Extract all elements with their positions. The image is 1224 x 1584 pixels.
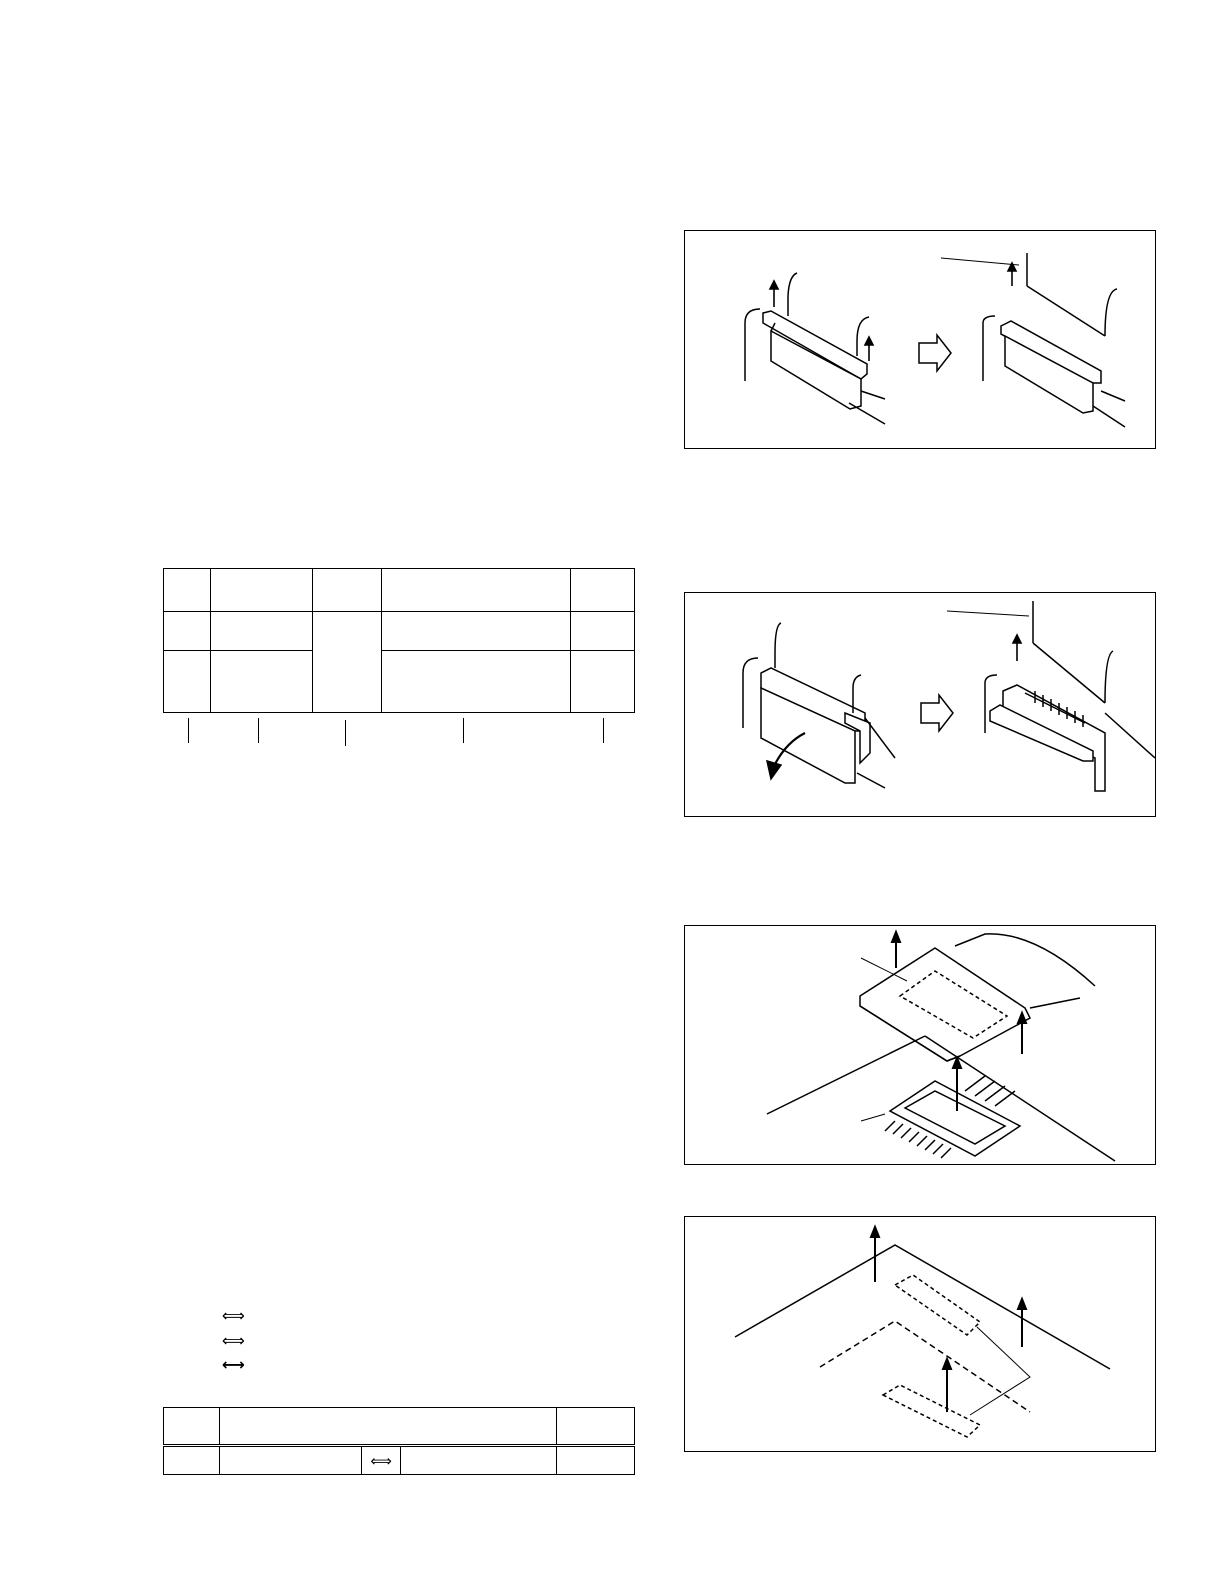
table-cell — [401, 1446, 557, 1475]
table-header-cell — [164, 1408, 220, 1446]
connector-table — [163, 568, 635, 713]
table-cell — [164, 569, 211, 612]
bold-bidirectional-arrow-icon: ⟷ — [222, 1355, 245, 1374]
up-arrow-icon — [871, 1227, 1026, 1412]
table-cell — [571, 612, 635, 651]
figure-connector-lever-open — [684, 592, 1156, 817]
up-arrow-icon — [1008, 263, 1016, 286]
figure-connector-lock-release — [684, 230, 1156, 449]
table-header-cell — [220, 1408, 557, 1446]
board-outline-illustration — [735, 1245, 1110, 1437]
table-row — [164, 569, 635, 612]
table-row — [164, 612, 635, 651]
right-arrow-icon — [921, 695, 953, 731]
table-cell — [571, 651, 635, 713]
callout-tick — [463, 718, 464, 743]
table-header-cell — [557, 1408, 635, 1446]
table-cell — [164, 1446, 220, 1475]
callout-tick — [188, 718, 189, 743]
table-cell — [164, 651, 211, 713]
table-cell — [164, 612, 211, 651]
table-cell — [313, 569, 382, 612]
bidirectional-arrow-icon: ⟺ — [362, 1446, 401, 1475]
connector-illustration — [941, 253, 1125, 427]
table-cell — [211, 612, 313, 651]
table-cell — [211, 651, 313, 713]
table-cell-merged — [313, 612, 382, 713]
table-cell — [571, 569, 635, 612]
connector-illustration — [745, 273, 885, 424]
bidirectional-arrow-icon: ⟺ — [222, 1331, 245, 1350]
table-header-row — [164, 1408, 635, 1446]
table-cell — [382, 569, 571, 612]
link-table — [163, 1407, 635, 1475]
right-arrow-icon — [919, 335, 951, 371]
table-cell — [382, 612, 571, 651]
connector-illustration — [743, 623, 895, 788]
table-cell — [220, 1446, 362, 1475]
table-row — [164, 651, 635, 713]
figure-flex-board-removal — [684, 925, 1156, 1165]
callout-tick — [603, 718, 604, 743]
connector-illustration — [947, 601, 1155, 791]
callout-tick — [258, 718, 259, 743]
figure-board-lift — [684, 1216, 1156, 1452]
table-cell — [557, 1446, 635, 1475]
bidirectional-arrow-icon: ⟺ — [222, 1306, 245, 1325]
up-arrow-icon — [1013, 635, 1021, 661]
table-row — [164, 1446, 635, 1475]
callout-tick — [345, 720, 346, 746]
table-cell — [211, 569, 313, 612]
table-cell — [382, 651, 571, 713]
